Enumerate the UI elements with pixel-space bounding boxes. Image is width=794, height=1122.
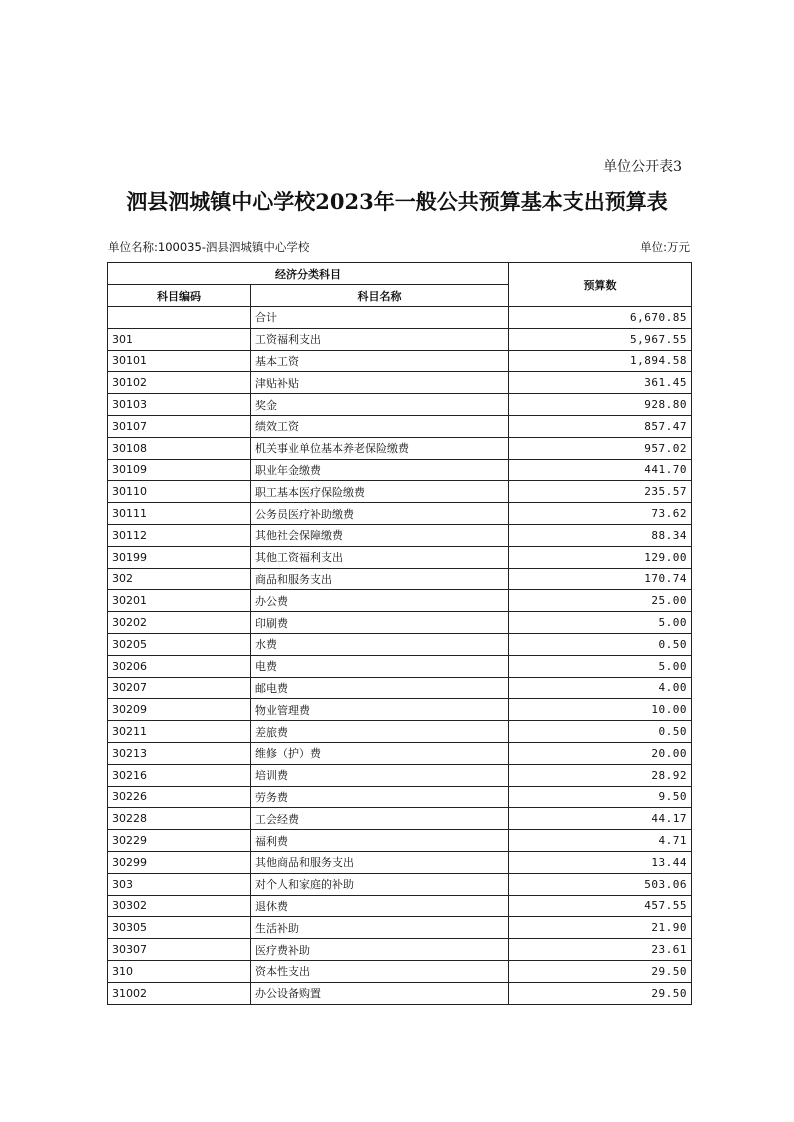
table-row xyxy=(108,786,692,808)
row-amount-cell: 857.47 xyxy=(509,415,692,437)
row-amount-cell: 10.00 xyxy=(509,699,692,721)
row-code-cell: 30226 xyxy=(108,786,251,808)
row-name-cell: 机关事业单位基本养老保险缴费 xyxy=(251,437,509,459)
row-amount-cell: 9.50 xyxy=(509,786,692,808)
table-row xyxy=(108,721,692,743)
row-name-cell: 奖金 xyxy=(251,394,509,416)
row-name-cell: 对个人和家庭的补助 xyxy=(251,873,509,895)
row-amount-cell: 4.00 xyxy=(509,677,692,699)
row-amount-cell: 957.02 xyxy=(509,437,692,459)
table-row xyxy=(108,328,692,350)
row-amount-cell: 13.44 xyxy=(509,851,692,873)
unit-label: 单位:万元 xyxy=(640,240,690,254)
row-code-cell: 31002 xyxy=(108,982,251,1004)
row-name-cell: 印刷费 xyxy=(251,612,509,634)
budget-table xyxy=(107,262,692,1005)
row-amount-cell: 1,894.58 xyxy=(509,350,692,372)
row-name-cell: 资本性支出 xyxy=(251,960,509,982)
table-row xyxy=(108,873,692,895)
row-code-cell: 310 xyxy=(108,960,251,982)
row-amount-cell: 29.50 xyxy=(509,982,692,1004)
table-row xyxy=(108,372,692,394)
table-row xyxy=(108,982,692,1004)
document-title: 泗县泗城镇中心学校2023年一般公共预算基本支出预算表 xyxy=(126,189,668,214)
row-amount-cell: 28.92 xyxy=(509,764,692,786)
row-amount-cell: 23.61 xyxy=(509,939,692,961)
row-amount-cell: 25.00 xyxy=(509,590,692,612)
table-row xyxy=(108,633,692,655)
row-code-cell: 30206 xyxy=(108,655,251,677)
row-code-cell: 30207 xyxy=(108,677,251,699)
name-header: 科目名称 xyxy=(251,285,509,307)
row-code-cell: 30112 xyxy=(108,524,251,546)
row-amount-cell: 44.17 xyxy=(509,808,692,830)
row-code-cell: 30213 xyxy=(108,742,251,764)
row-amount-cell: 928.80 xyxy=(509,394,692,416)
row-code-cell: 303 xyxy=(108,873,251,895)
row-name-cell: 电费 xyxy=(251,655,509,677)
row-amount-cell: 73.62 xyxy=(509,503,692,525)
row-name-cell: 办公费 xyxy=(251,590,509,612)
header-row-group xyxy=(108,263,692,285)
row-amount-cell: 170.74 xyxy=(509,568,692,590)
table-row xyxy=(108,699,692,721)
code-header: 科目编码 xyxy=(108,285,251,307)
row-code-cell: 30199 xyxy=(108,546,251,568)
row-amount-cell: 4.71 xyxy=(509,830,692,852)
row-code-cell: 30110 xyxy=(108,481,251,503)
table-row xyxy=(108,830,692,852)
group-header: 经济分类科目 xyxy=(108,263,509,285)
row-name-cell: 培训费 xyxy=(251,764,509,786)
row-code-cell: 30109 xyxy=(108,459,251,481)
row-code-cell: 30228 xyxy=(108,808,251,830)
table-row xyxy=(108,655,692,677)
row-code-cell: 30307 xyxy=(108,939,251,961)
row-amount-cell: 5.00 xyxy=(509,612,692,634)
table-row xyxy=(108,415,692,437)
row-name-cell: 水费 xyxy=(251,633,509,655)
row-name-cell: 医疗费补助 xyxy=(251,939,509,961)
row-name-cell: 职业年金缴费 xyxy=(251,459,509,481)
table-row xyxy=(108,808,692,830)
row-name-cell: 工会经费 xyxy=(251,808,509,830)
table-row xyxy=(108,917,692,939)
row-name-cell: 物业管理费 xyxy=(251,699,509,721)
table-row xyxy=(108,503,692,525)
row-amount-cell: 21.90 xyxy=(509,917,692,939)
table-row xyxy=(108,764,692,786)
table-row xyxy=(108,437,692,459)
row-code-cell: 30202 xyxy=(108,612,251,634)
table-row xyxy=(108,895,692,917)
row-amount-cell: 20.00 xyxy=(509,742,692,764)
total-row xyxy=(108,307,692,329)
row-code-cell: 30299 xyxy=(108,851,251,873)
table-row xyxy=(108,590,692,612)
amount-header: 预算数 xyxy=(509,263,692,307)
table-row xyxy=(108,742,692,764)
table-row xyxy=(108,612,692,634)
row-name-cell: 办公设备购置 xyxy=(251,982,509,1004)
table-row xyxy=(108,524,692,546)
row-name-cell: 津贴补贴 xyxy=(251,372,509,394)
row-amount-cell: 29.50 xyxy=(509,960,692,982)
row-code-cell: 30111 xyxy=(108,503,251,525)
row-name-cell: 劳务费 xyxy=(251,786,509,808)
row-name-cell: 商品和服务支出 xyxy=(251,568,509,590)
row-name-cell: 福利费 xyxy=(251,830,509,852)
row-code-cell: 301 xyxy=(108,328,251,350)
table-row xyxy=(108,568,692,590)
row-code-cell: 30205 xyxy=(108,633,251,655)
row-name-cell: 工资福利支出 xyxy=(251,328,509,350)
table-row xyxy=(108,939,692,961)
row-code-cell: 30216 xyxy=(108,764,251,786)
table-row xyxy=(108,960,692,982)
row-code-cell: 30201 xyxy=(108,590,251,612)
row-amount-cell: 129.00 xyxy=(509,546,692,568)
row-amount-cell: 457.55 xyxy=(509,895,692,917)
row-name-cell: 其他商品和服务支出 xyxy=(251,851,509,873)
row-name-cell: 基本工资 xyxy=(251,350,509,372)
row-name-cell: 差旅费 xyxy=(251,721,509,743)
row-amount-cell: 88.34 xyxy=(509,524,692,546)
row-name-cell: 其他工资福利支出 xyxy=(251,546,509,568)
row-code-cell: 30209 xyxy=(108,699,251,721)
table-row xyxy=(108,546,692,568)
row-amount-cell: 5.00 xyxy=(509,655,692,677)
row-name-cell: 合计 xyxy=(251,307,509,329)
row-name-cell: 维修（护）费 xyxy=(251,742,509,764)
row-name-cell: 职工基本医疗保险缴费 xyxy=(251,481,509,503)
table-row xyxy=(108,851,692,873)
row-code-cell: 30302 xyxy=(108,895,251,917)
row-name-cell: 绩效工资 xyxy=(251,415,509,437)
row-code-cell: 302 xyxy=(108,568,251,590)
row-amount-cell: 503.06 xyxy=(509,873,692,895)
row-code-cell: 30229 xyxy=(108,830,251,852)
document-code: 单位公开表3 xyxy=(603,159,682,175)
row-amount-cell: 0.50 xyxy=(509,721,692,743)
row-amount-cell: 441.70 xyxy=(509,459,692,481)
row-amount-cell: 235.57 xyxy=(509,481,692,503)
row-code-cell xyxy=(108,307,251,329)
table-row xyxy=(108,677,692,699)
row-code-cell: 30102 xyxy=(108,372,251,394)
unit-name: 单位名称:100035-泗县泗城镇中心学校 xyxy=(108,240,310,254)
table-row xyxy=(108,481,692,503)
row-code-cell: 30101 xyxy=(108,350,251,372)
row-code-cell: 30103 xyxy=(108,394,251,416)
row-name-cell: 邮电费 xyxy=(251,677,509,699)
row-name-cell: 生活补助 xyxy=(251,917,509,939)
row-name-cell: 公务员医疗补助缴费 xyxy=(251,503,509,525)
table-row xyxy=(108,394,692,416)
row-code-cell: 30305 xyxy=(108,917,251,939)
row-amount-cell: 361.45 xyxy=(509,372,692,394)
row-code-cell: 30211 xyxy=(108,721,251,743)
budget-table-body xyxy=(108,307,692,1005)
row-code-cell: 30107 xyxy=(108,415,251,437)
table-row xyxy=(108,350,692,372)
row-name-cell: 其他社会保障缴费 xyxy=(251,524,509,546)
row-name-cell: 退休费 xyxy=(251,895,509,917)
row-code-cell: 30108 xyxy=(108,437,251,459)
table-row xyxy=(108,459,692,481)
row-amount-cell: 0.50 xyxy=(509,633,692,655)
row-amount-cell: 6,670.85 xyxy=(509,307,692,329)
row-amount-cell: 5,967.55 xyxy=(509,328,692,350)
